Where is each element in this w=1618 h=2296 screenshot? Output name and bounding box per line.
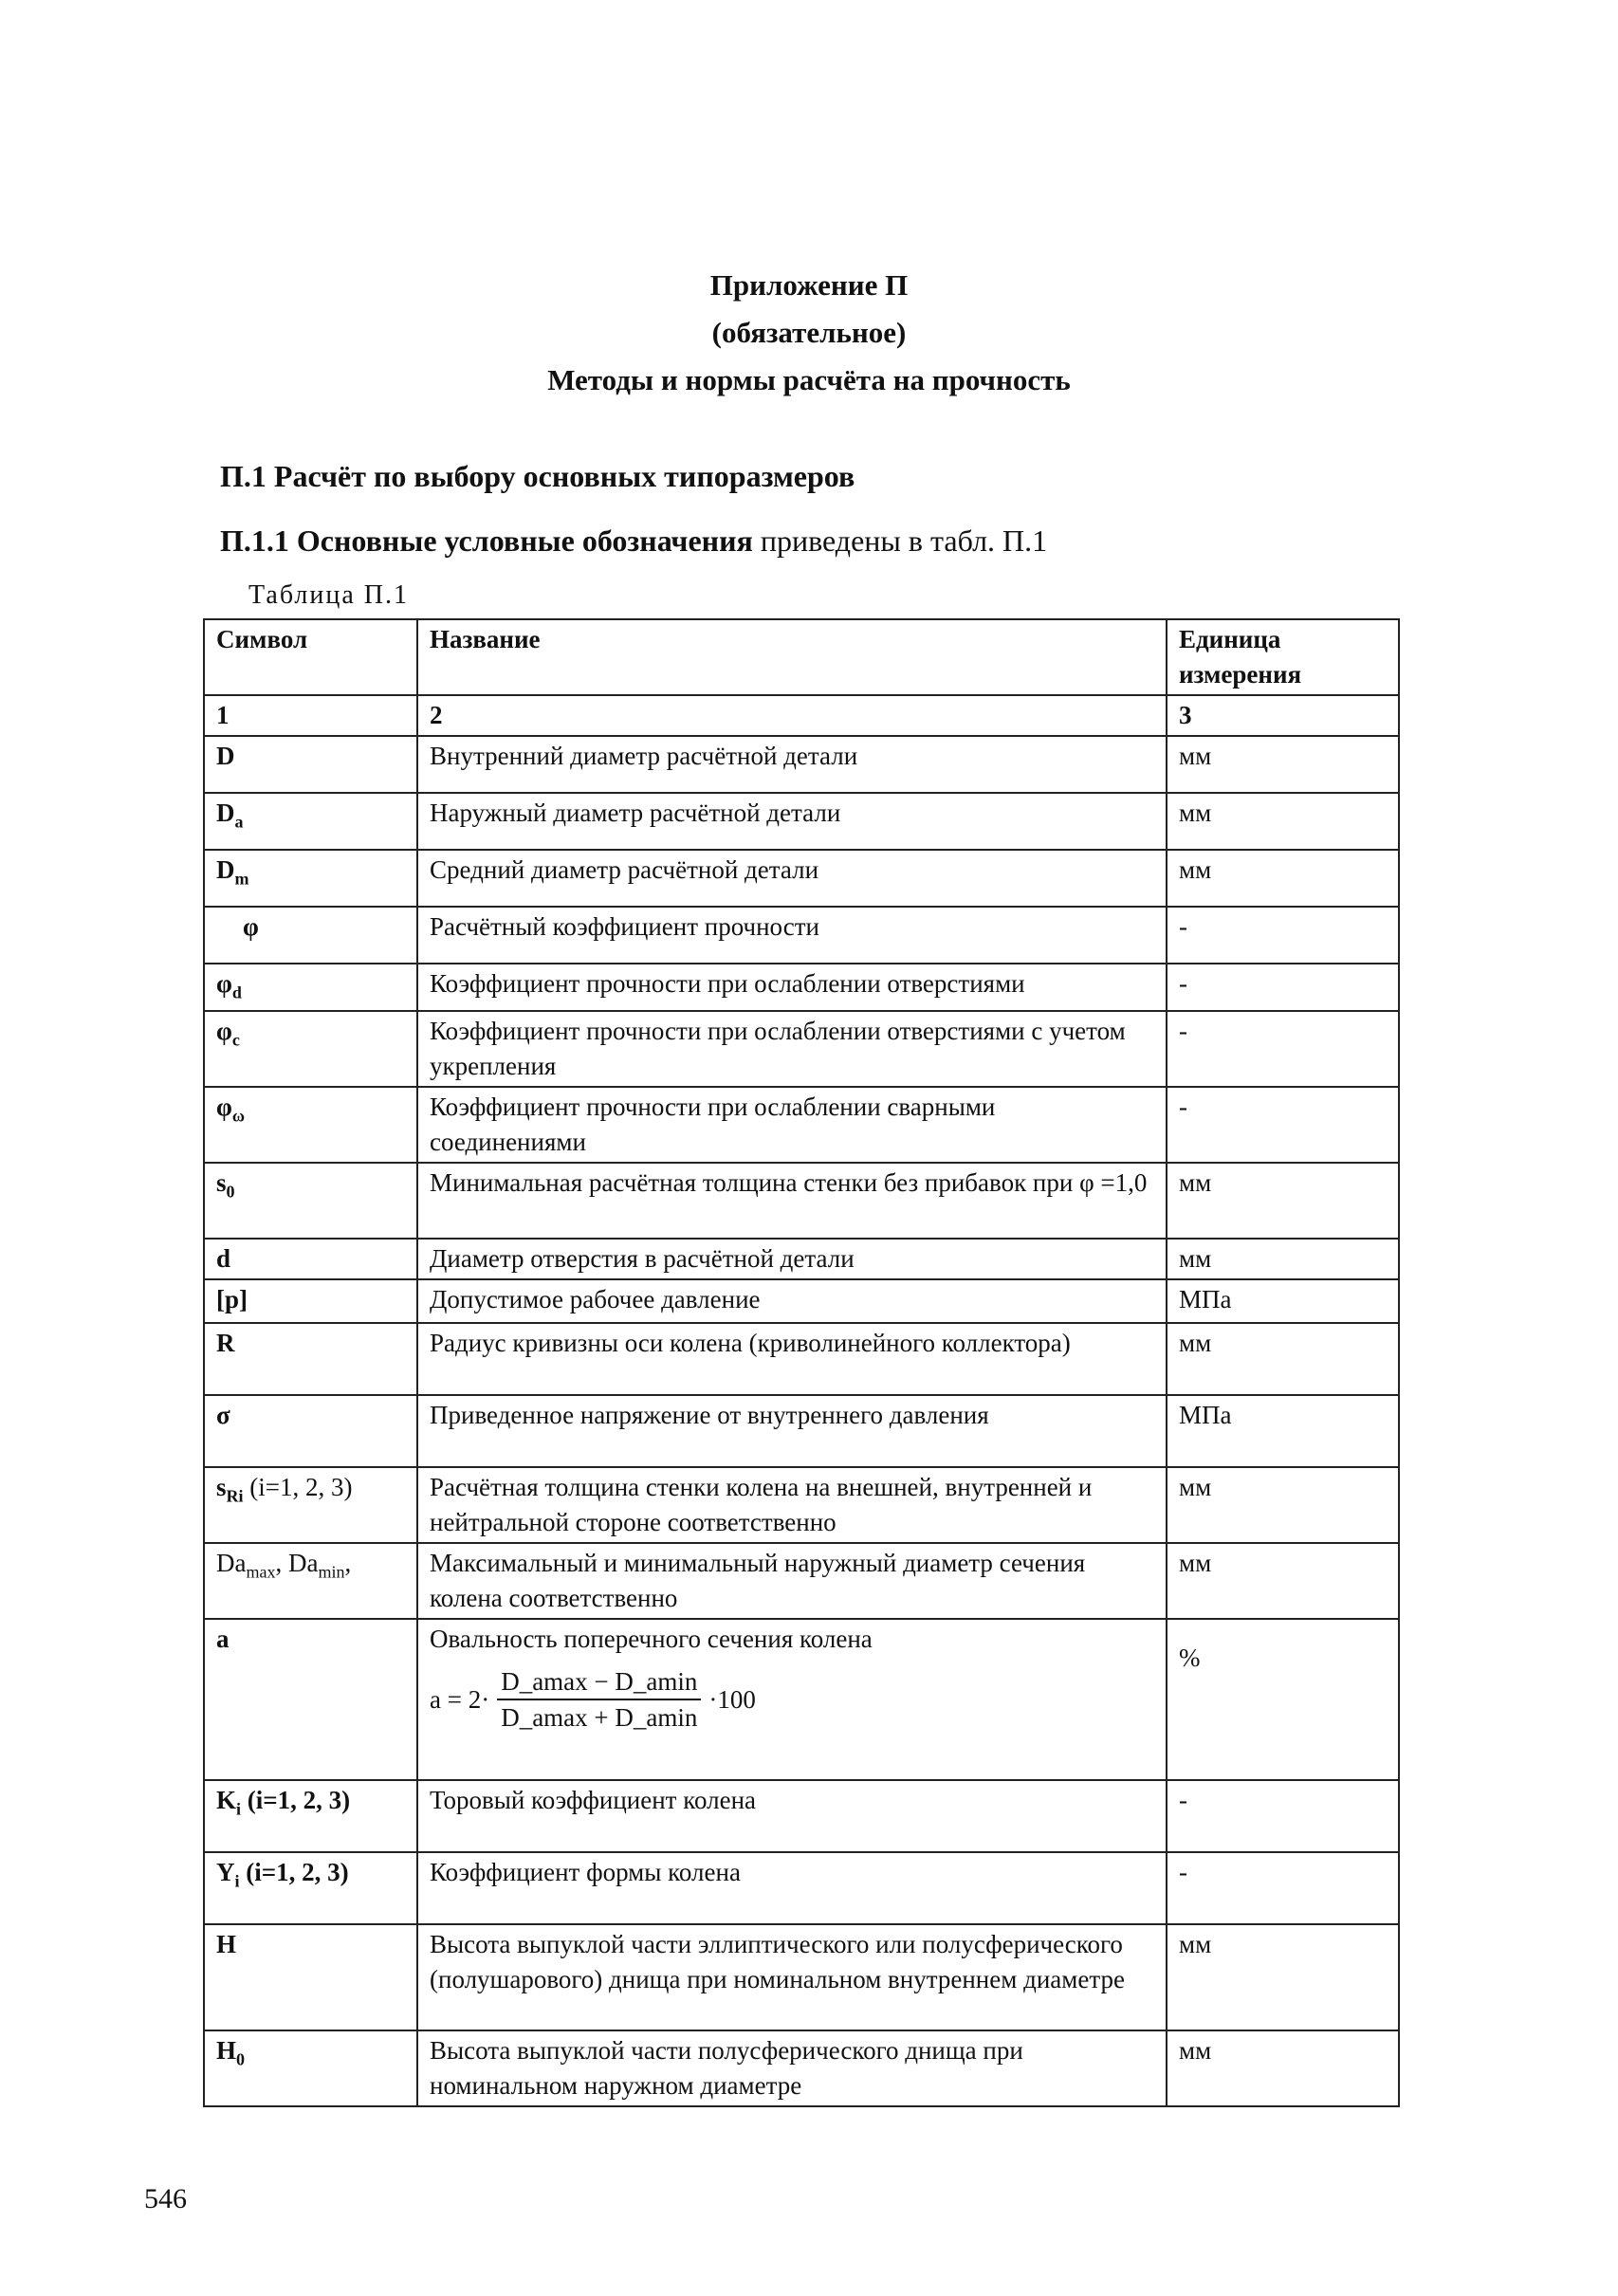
symbol-cell: $Y_i$ (i=1, 2, 3) xyxy=(204,1852,417,1924)
unit-cell: мм xyxy=(1167,1467,1399,1543)
table-row xyxy=(204,736,1399,793)
table-row xyxy=(204,1619,1399,1780)
table-row xyxy=(204,2030,1399,2106)
table-row xyxy=(204,1163,1399,1239)
name-cell: Допустимое рабочее давление xyxy=(417,1279,1167,1323)
unit-cell: - xyxy=(1167,1011,1399,1087)
unit-cell: мм xyxy=(1167,1323,1399,1395)
table-row xyxy=(204,964,1399,1011)
section-heading-p1-1-rest: приведены в табл. П.1 xyxy=(752,523,1048,558)
table-caption: Таблица П.1 xyxy=(248,580,409,610)
table-header-row xyxy=(204,619,1399,695)
symbol-cell: H xyxy=(204,1924,417,2030)
symbol-cell: $H_0$ xyxy=(204,2030,417,2106)
col-number-2: 2 xyxy=(417,695,1167,736)
appendix-subject: Методы и нормы расчёта на прочность xyxy=(547,363,1071,396)
symbol-cell: $s_{Ri}$ (i=1, 2, 3) xyxy=(204,1467,417,1543)
name-cell: Радиус кривизны оси колена (криволинейного коллектора) xyxy=(417,1323,1167,1395)
section-heading-p1: П.1 Расчёт по выбору основных типоразмеров xyxy=(220,459,855,493)
symbol-cell: D xyxy=(204,736,417,793)
unit-cell: мм xyxy=(1167,1543,1399,1619)
symbol-cell: σ xyxy=(204,1395,417,1467)
table-row xyxy=(204,1467,1399,1543)
name-cell: Наружный диаметр расчётной детали xyxy=(417,793,1167,850)
symbol-cell: $\varphi_\omega$ xyxy=(204,1087,417,1163)
symbol-cell: $\varphi_d$ xyxy=(204,964,417,1011)
table-row xyxy=(204,1279,1399,1323)
table-row xyxy=(204,1924,1399,2030)
unit-cell: мм xyxy=(1167,1163,1399,1239)
symbol-cell: d xyxy=(204,1239,417,1279)
symbol-cell: $s_0$ xyxy=(204,1163,417,1239)
unit-cell: мм xyxy=(1167,850,1399,907)
unit-cell: - xyxy=(1167,964,1399,1011)
name-cell: Внутренний диаметр расчётной детали xyxy=(417,736,1167,793)
symbol-cell: $D_a$ xyxy=(204,793,417,850)
name-cell: Овальность поперечного сечения колена a = 2· $\frac{D\_amax - D\_amin}{D\_amax + D\_amin}$ ·100 xyxy=(417,1619,1167,1780)
symbol-cell: $Da_{max}$, $Da_{min}$, xyxy=(204,1543,417,1619)
symbol-cell: R xyxy=(204,1323,417,1395)
table-row xyxy=(204,1852,1399,1924)
unit-cell: МПа xyxy=(1167,1395,1399,1467)
header-symbol: Символ xyxy=(204,619,417,695)
symbol-cell: [p] xyxy=(204,1279,417,1323)
table-row xyxy=(204,1011,1399,1087)
symbol-cell: φ xyxy=(204,907,417,964)
name-cell: Высота выпуклой части полусферического днища при номинальном наружном диаметре xyxy=(417,2030,1167,2106)
name-cell: Расчётная толщина стенки колена на внешней, внутренней и нейтральной стороне соответственно xyxy=(417,1467,1167,1543)
symbol-cell: a xyxy=(204,1619,417,1780)
col-number-3: 3 xyxy=(1167,695,1399,736)
page-number: 546 xyxy=(144,2183,187,2214)
symbol-cell: $D_m$ xyxy=(204,850,417,907)
unit-cell: - xyxy=(1167,1087,1399,1163)
name-cell: Диаметр отверстия в расчётной детали xyxy=(417,1239,1167,1279)
symbol-cell: $K_i$ (i=1, 2, 3) xyxy=(204,1780,417,1852)
section-heading-p1-1-bold: П.1.1 Основные условные обозначения xyxy=(220,523,753,558)
table-row xyxy=(204,1395,1399,1467)
unit-cell: мм xyxy=(1167,736,1399,793)
appendix-heading: Приложение П xyxy=(709,268,909,302)
appendix-title xyxy=(0,262,1618,404)
symbol-cell: $\varphi_c$ xyxy=(204,1011,417,1087)
table-row xyxy=(204,1543,1399,1619)
name-cell: Высота выпуклой части эллиптического или полусферического (полушарового) днища при номинальном внутреннем диаметре xyxy=(417,1924,1167,2030)
unit-cell: % xyxy=(1167,1619,1399,1780)
table-row xyxy=(204,1087,1399,1163)
unit-cell: мм xyxy=(1167,2030,1399,2106)
name-cell: Максимальный и минимальный наружный диаметр сечения колена соответственно xyxy=(417,1543,1167,1619)
name-cell: Коэффициент формы колена xyxy=(417,1852,1167,1924)
table-numbering-row xyxy=(204,695,1399,736)
header-unit: Единица измерения xyxy=(1167,619,1399,695)
name-cell: Расчётный коэффициент прочности xyxy=(417,907,1167,964)
name-cell: Коэффициент прочности при ослаблении отверстиями xyxy=(417,964,1167,1011)
table-row xyxy=(204,850,1399,907)
table-row xyxy=(204,793,1399,850)
name-cell: Приведенное напряжение от внутреннего давления xyxy=(417,1395,1167,1467)
col-number-1: 1 xyxy=(204,695,417,736)
unit-cell: - xyxy=(1167,907,1399,964)
table-row xyxy=(204,1780,1399,1852)
unit-cell: МПа xyxy=(1167,1279,1399,1323)
header-name: Название xyxy=(417,619,1167,695)
unit-cell: - xyxy=(1167,1780,1399,1852)
unit-cell: - xyxy=(1167,1852,1399,1924)
unit-cell: мм xyxy=(1167,1924,1399,2030)
unit-cell: мм xyxy=(1167,1239,1399,1279)
table-row xyxy=(204,907,1399,964)
ovality-formula: a = 2· $\frac{D\_amax - D\_amin}{D\_amax + D\_amin}$ ·100 xyxy=(430,1664,1154,1735)
table-row xyxy=(204,1239,1399,1279)
section-heading-p1-1 xyxy=(220,523,1047,559)
name-cell: Минимальная расчётная толщина стенки без прибавок при φ =1,0 xyxy=(417,1163,1167,1239)
symbols-table xyxy=(203,618,1400,2107)
name-cell: Торовый коэффициент колена xyxy=(417,1780,1167,1852)
name-cell: Коэффициент прочности при ослаблении отверстиями с учетом укрепления xyxy=(417,1011,1167,1087)
name-cell: Средний диаметр расчётной детали xyxy=(417,850,1167,907)
unit-cell: мм xyxy=(1167,793,1399,850)
table-row xyxy=(204,1323,1399,1395)
name-cell: Коэффициент прочности при ослаблении сварными соединениями xyxy=(417,1087,1167,1163)
appendix-status: (обязательное) xyxy=(711,316,907,349)
